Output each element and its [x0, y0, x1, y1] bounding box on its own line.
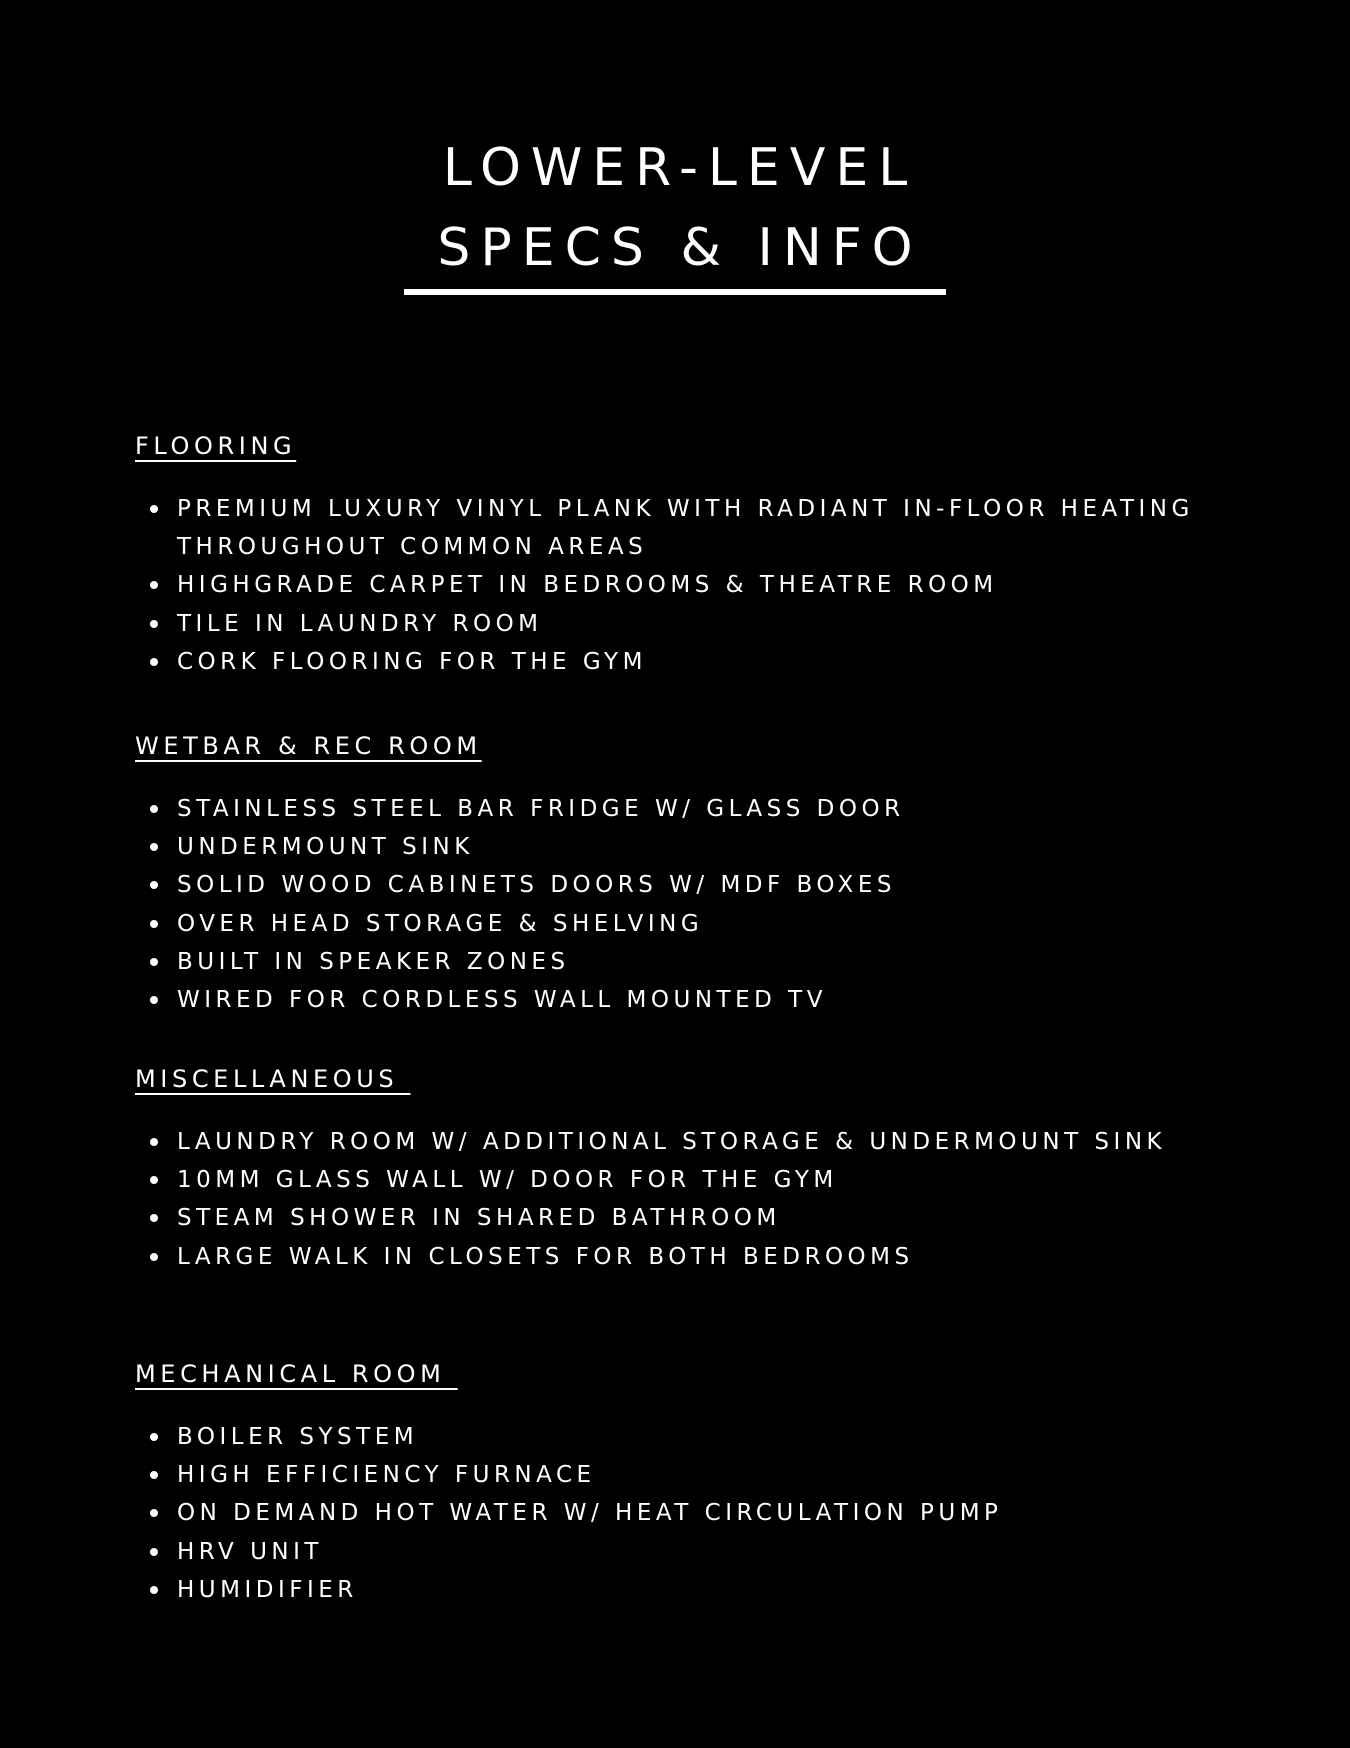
page-title-line-2: SPECS & INFO: [437, 218, 923, 278]
bullet-icon: [150, 581, 158, 589]
list-item-text: HUMIDIFIER: [177, 1576, 358, 1603]
list-item: [135, 981, 1225, 1019]
list-item: [135, 790, 1225, 828]
bullet-icon: [150, 881, 158, 889]
bullet-icon: [150, 996, 158, 1004]
list-item: [135, 490, 1225, 566]
list-item: [135, 943, 1225, 981]
bullet-icon: [150, 1471, 158, 1479]
list-item: [135, 1533, 1225, 1571]
list-item: [135, 643, 1225, 681]
list-item: [135, 566, 1225, 604]
list-item-text: STAINLESS STEEL BAR FRIDGE W/ GLASS DOOR: [177, 796, 905, 822]
page-title-line-1: LOWER-LEVEL: [442, 138, 918, 198]
page-title: [0, 128, 1350, 288]
list-item: [135, 1199, 1225, 1237]
title-underline-rule: [404, 289, 946, 295]
miscellaneous-list: [135, 1123, 1225, 1276]
list-item-text: HIGHGRADE CARPET IN BEDROOMS & THEATRE ROOM: [177, 572, 998, 599]
list-item-text: LARGE WALK IN CLOSETS FOR BOTH BEDROOMS: [177, 1243, 914, 1270]
list-item-text: TILE IN LAUNDRY ROOM: [177, 610, 543, 637]
bullet-icon: [150, 1433, 158, 1441]
list-item: [135, 1418, 1225, 1456]
list-item-text: HRV UNIT: [177, 1538, 323, 1565]
section-heading-mechanical-room: MECHANICAL ROOM: [135, 1360, 458, 1388]
list-item-text: LAUNDRY ROOM W/ ADDITIONAL STORAGE & UNDERMOUNT SINK: [177, 1129, 1167, 1155]
mechanical-room-list: [135, 1418, 1225, 1609]
section-heading-flooring: FLOORING: [135, 432, 297, 460]
list-item: [135, 1238, 1225, 1276]
list-item: [135, 1456, 1225, 1494]
list-item-text: UNDERMOUNT SINK: [177, 834, 474, 861]
wetbar-list: [135, 790, 1225, 1019]
list-item: [135, 1161, 1225, 1199]
list-item-text: ON DEMAND HOT WATER W/ HEAT CIRCULATION PUMP: [177, 1500, 1003, 1527]
bullet-icon: [150, 505, 158, 513]
list-item-text: STEAM SHOWER IN SHARED BATHROOM: [177, 1205, 781, 1232]
list-item: [135, 866, 1225, 904]
bullet-icon: [150, 1176, 158, 1184]
bullet-icon: [150, 843, 158, 851]
list-item-text: PREMIUM LUXURY VINYL PLANK WITH RADIANT IN-FLOOR HEATING THROUGHOUT COMMON AREAS: [177, 496, 1194, 561]
bullet-icon: [150, 1509, 158, 1517]
bullet-icon: [150, 805, 158, 813]
list-item-text: CORK FLOORING FOR THE GYM: [177, 648, 647, 675]
list-item-text: BUILT IN SPEAKER ZONES: [177, 948, 570, 975]
section-heading-miscellaneous: MISCELLANEOUS: [135, 1065, 411, 1093]
list-item-text: HIGH EFFICIENCY FURNACE: [177, 1462, 596, 1489]
list-item: [135, 1571, 1225, 1609]
list-item-text: 10MM GLASS WALL W/ DOOR FOR THE GYM: [177, 1167, 838, 1194]
bullet-icon: [150, 958, 158, 966]
bullet-icon: [150, 1548, 158, 1556]
list-item: [135, 828, 1225, 866]
list-item-text: WIRED FOR CORDLESS WALL MOUNTED TV: [177, 987, 827, 1014]
section-heading-wetbar: WETBAR & REC ROOM: [135, 732, 482, 760]
bullet-icon: [150, 920, 158, 928]
bullet-icon: [150, 1214, 158, 1222]
list-item: [135, 1494, 1225, 1532]
list-item-text: OVER HEAD STORAGE & SHELVING: [177, 910, 704, 937]
list-item: [135, 1123, 1225, 1161]
list-item-text: SOLID WOOD CABINETS DOORS W/ MDF BOXES: [177, 872, 896, 899]
bullet-icon: [150, 1586, 158, 1594]
bullet-icon: [150, 1253, 158, 1261]
list-item: [135, 905, 1225, 943]
flooring-list: [135, 490, 1225, 681]
bullet-icon: [150, 658, 158, 666]
bullet-icon: [150, 620, 158, 628]
list-item-text: BOILER SYSTEM: [177, 1424, 419, 1450]
list-item: [135, 605, 1225, 643]
bullet-icon: [150, 1138, 158, 1146]
